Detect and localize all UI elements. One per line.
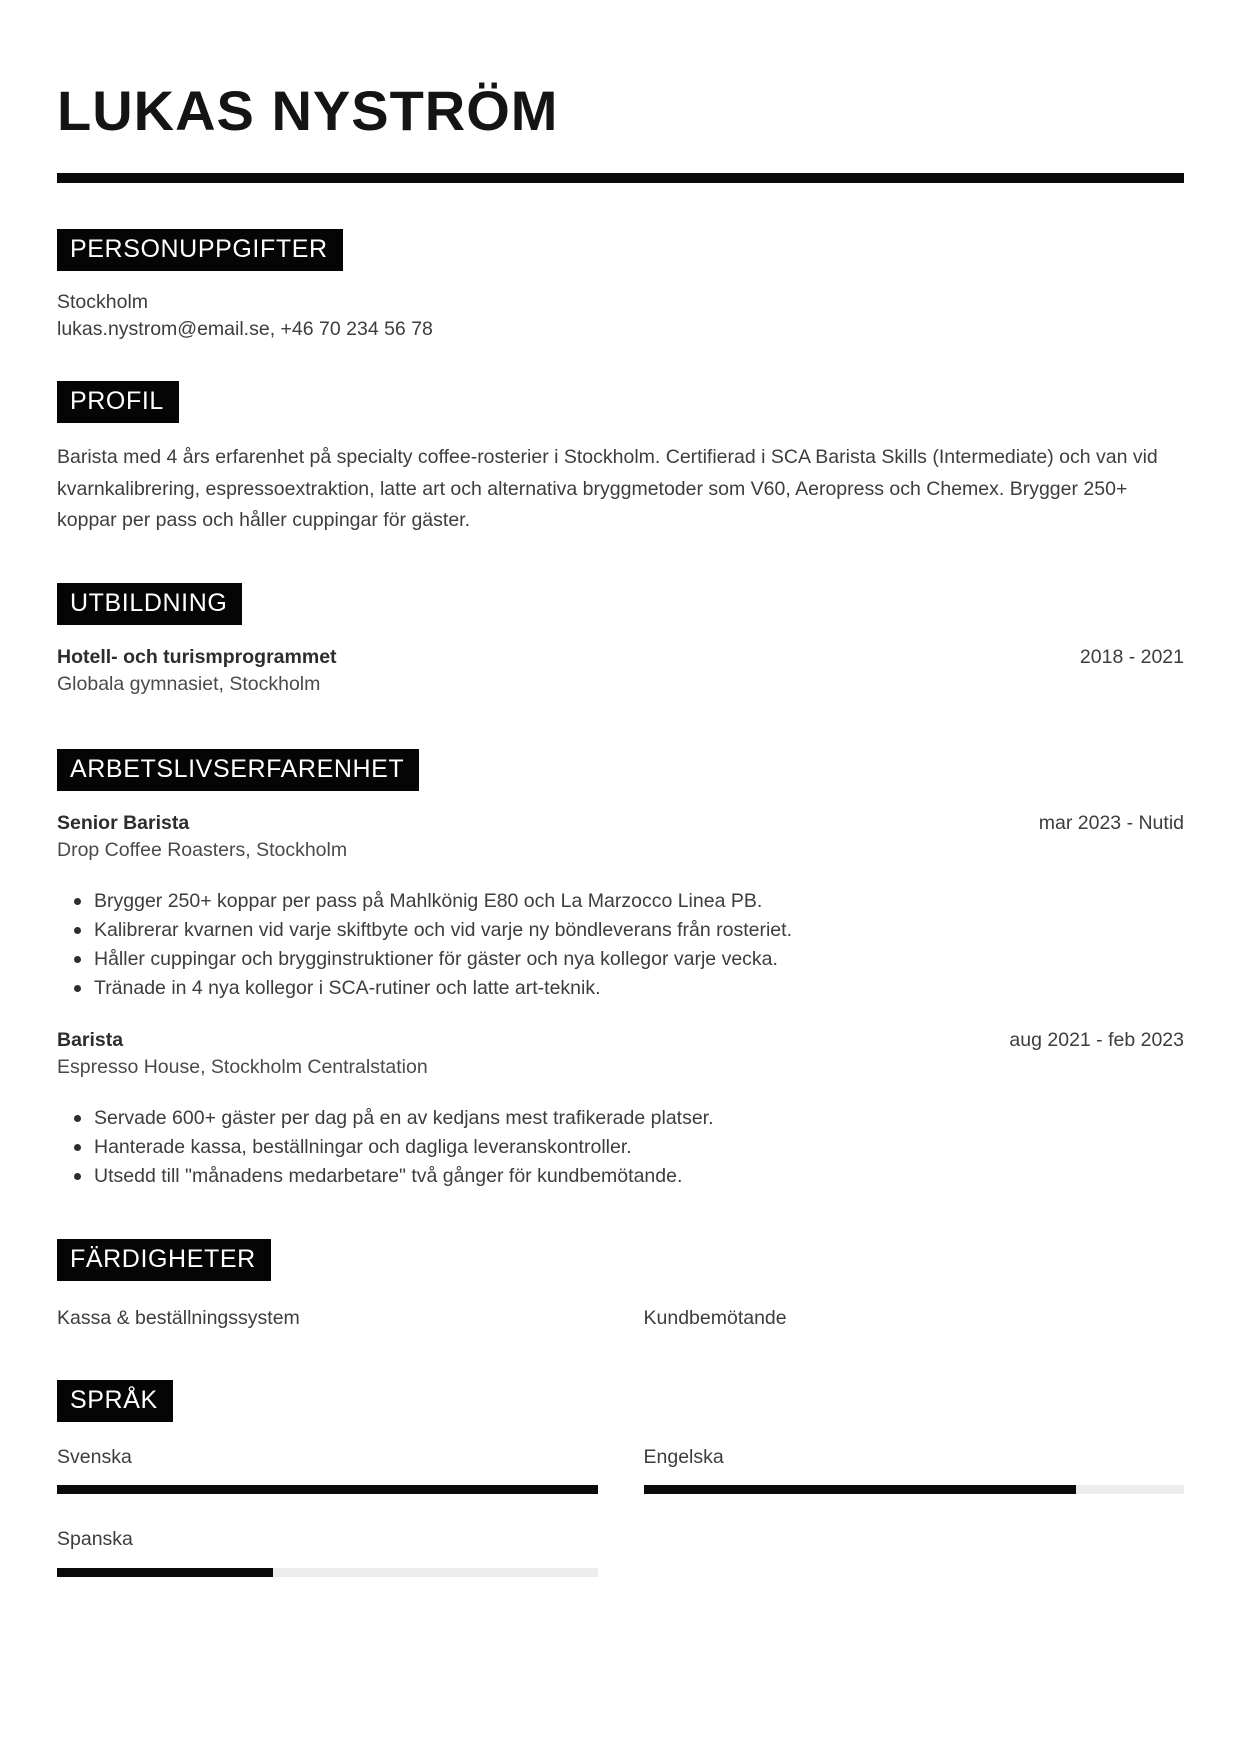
job-period: mar 2023 - Nutid (1038, 811, 1184, 834)
job-bullet: Utsedd till "månadens medarbetare" två gånger för kundbemötande. (57, 1162, 1184, 1191)
section-skills (57, 1191, 1184, 1332)
language-item (644, 1444, 1185, 1494)
section-experience (57, 699, 1184, 1191)
language-item (57, 1526, 598, 1576)
profile-text: Barista med 4 års erfarenhet på specialty coffee-rosterier i Stockholm. Certifierad i SCA Barista Skills (Intermediate) och van vid kvarnkalibrering, espressoextraktion, latte art och alternativa bryggmetoder som V60, Aeropress och Chemex. Brygger 250+ koppar per pass och håller cuppingar för gäster. (57, 446, 1158, 532)
language-bar-track (57, 1485, 598, 1494)
section-languages (57, 1332, 1184, 1577)
job-employer: Espresso House, Stockholm Centralstation (57, 1055, 428, 1078)
experience-entry-header (57, 1027, 1184, 1054)
education-entry (57, 644, 1184, 699)
job-bullet: Hanterade kassa, beställningar och dagliga leveranskontroller. (57, 1133, 1184, 1162)
education-degree: Hotell- och turismprogrammet (57, 646, 337, 669)
job-title: Barista (57, 1028, 124, 1051)
job-bullet-list (57, 1104, 1184, 1191)
education-period: 2018 - 2021 (1079, 646, 1184, 669)
education-entry-header (57, 644, 1184, 671)
contact-block (57, 289, 1184, 344)
section-education (57, 537, 1184, 699)
language-label: Engelska (643, 1446, 724, 1469)
skills-grid (57, 1305, 1184, 1332)
section-title-personal: PERSONUPPGIFTER (57, 229, 343, 271)
language-bar-track (57, 1568, 598, 1577)
language-bar-fill (644, 1485, 1076, 1494)
job-title: Senior Barista (57, 811, 190, 834)
job-bullet: Brygger 250+ koppar per pass på Mahlkönig E80 och La Marzocco Linea PB. (57, 887, 1184, 916)
language-bar-fill (57, 1485, 598, 1494)
skill-item: Kassa & beställningssystem (57, 1306, 300, 1329)
experience-entry (57, 810, 1184, 1003)
header-divider (57, 173, 1184, 183)
section-title-skills: FÄRDIGHETER (57, 1239, 271, 1281)
section-title-experience: ARBETSLIVSERFARENHET (57, 749, 419, 791)
section-personal-details (57, 183, 1184, 344)
job-bullet: Kalibrerar kvarnen vid varje skiftbyte och vid varje ny böndleverans från rosteriet. (57, 916, 1184, 945)
language-label: Svenska (57, 1446, 132, 1469)
section-title-languages: SPRÅK (57, 1380, 173, 1422)
education-school: Globala gymnasiet, Stockholm (57, 673, 321, 696)
job-bullet: Servade 600+ gäster per dag på en av kedjans mest trafikerade platser. (57, 1104, 1184, 1133)
language-label: Spanska (57, 1528, 133, 1551)
language-bar-fill (57, 1568, 273, 1577)
section-title-education: UTBILDNING (57, 583, 242, 625)
language-item (57, 1444, 598, 1494)
section-title-profile: PROFIL (57, 381, 179, 423)
job-bullet: Tränade in 4 nya kollegor i SCA-rutiner och latte art-teknik. (57, 974, 1184, 1003)
job-bullet: Håller cuppingar och brygginstruktioner för gäster och nya kollegor varje vecka. (57, 945, 1184, 974)
languages-grid (57, 1444, 1184, 1577)
experience-entry (57, 1027, 1184, 1191)
contact-email-phone: lukas.nystrom@email.se, +46 70 234 56 78 (57, 318, 433, 341)
candidate-name: LUKAS NYSTRÖM (57, 79, 559, 142)
experience-entry-header (57, 810, 1184, 837)
language-bar-track (644, 1485, 1185, 1494)
section-profile (57, 343, 1184, 537)
job-employer: Drop Coffee Roasters, Stockholm (57, 838, 348, 861)
contact-location: Stockholm (57, 290, 149, 313)
skill-item: Kundbemötande (643, 1306, 787, 1329)
job-period: aug 2021 - feb 2023 (1009, 1028, 1184, 1051)
job-bullet-list (57, 887, 1184, 1002)
